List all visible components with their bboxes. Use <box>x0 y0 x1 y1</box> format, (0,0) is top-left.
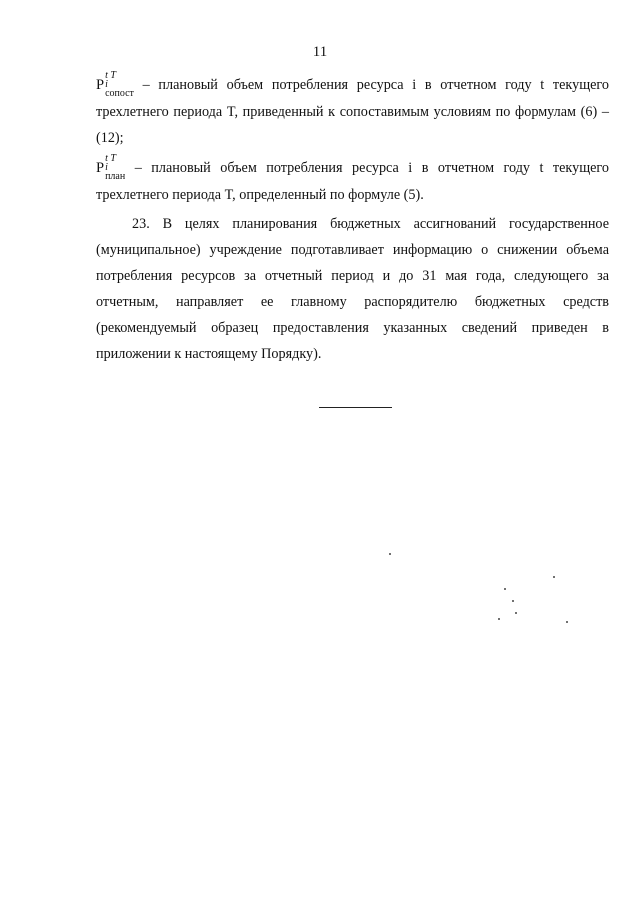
page-number: 11 <box>312 44 328 60</box>
scan-artifact <box>515 612 517 614</box>
symbol-subscript: i план <box>105 162 126 183</box>
item-text: В целях планирования бюджетных ассигнований государственное (муниципальное) учреждение подготавливает информацию о снижении объема потребления ресурсов за отчетный период и до 31 мая года, следующего за отчетным, направляет ее главному распорядителю бюджетных средств (рекомендуемый образец предоставления указанных сведений приведен в приложении к настоящему Порядку). <box>96 216 609 362</box>
definition-text: – плановый объем потребления ресурса i в отчетном году t текущего трехлетнего периода T, приведенный к сопоставимым условиям по формулам (6) – (12); <box>96 77 609 147</box>
definition-text: – плановый объем потребления ресурса i в отчетном году t текущего трехлетнего периода T, определенный по формуле (5). <box>96 160 609 204</box>
scan-artifact <box>553 576 555 578</box>
end-divider <box>319 407 392 408</box>
scan-artifact <box>512 600 514 602</box>
item-number: 23. <box>132 216 150 232</box>
scan-artifact <box>566 621 568 623</box>
definition-sopost <box>96 72 609 151</box>
symbol-superscript: t T <box>105 70 116 82</box>
formula-symbol-plan: P t T i план <box>96 153 126 183</box>
scan-artifact <box>504 588 506 590</box>
formula-symbol-sopost: P t T i сопост <box>96 70 134 100</box>
symbol-superscript: t T <box>105 153 116 165</box>
item-23 <box>96 211 609 367</box>
scan-artifact <box>389 553 391 555</box>
definition-plan <box>96 155 609 208</box>
symbol-subscript: i сопост <box>105 79 134 100</box>
scan-artifact <box>498 618 500 620</box>
